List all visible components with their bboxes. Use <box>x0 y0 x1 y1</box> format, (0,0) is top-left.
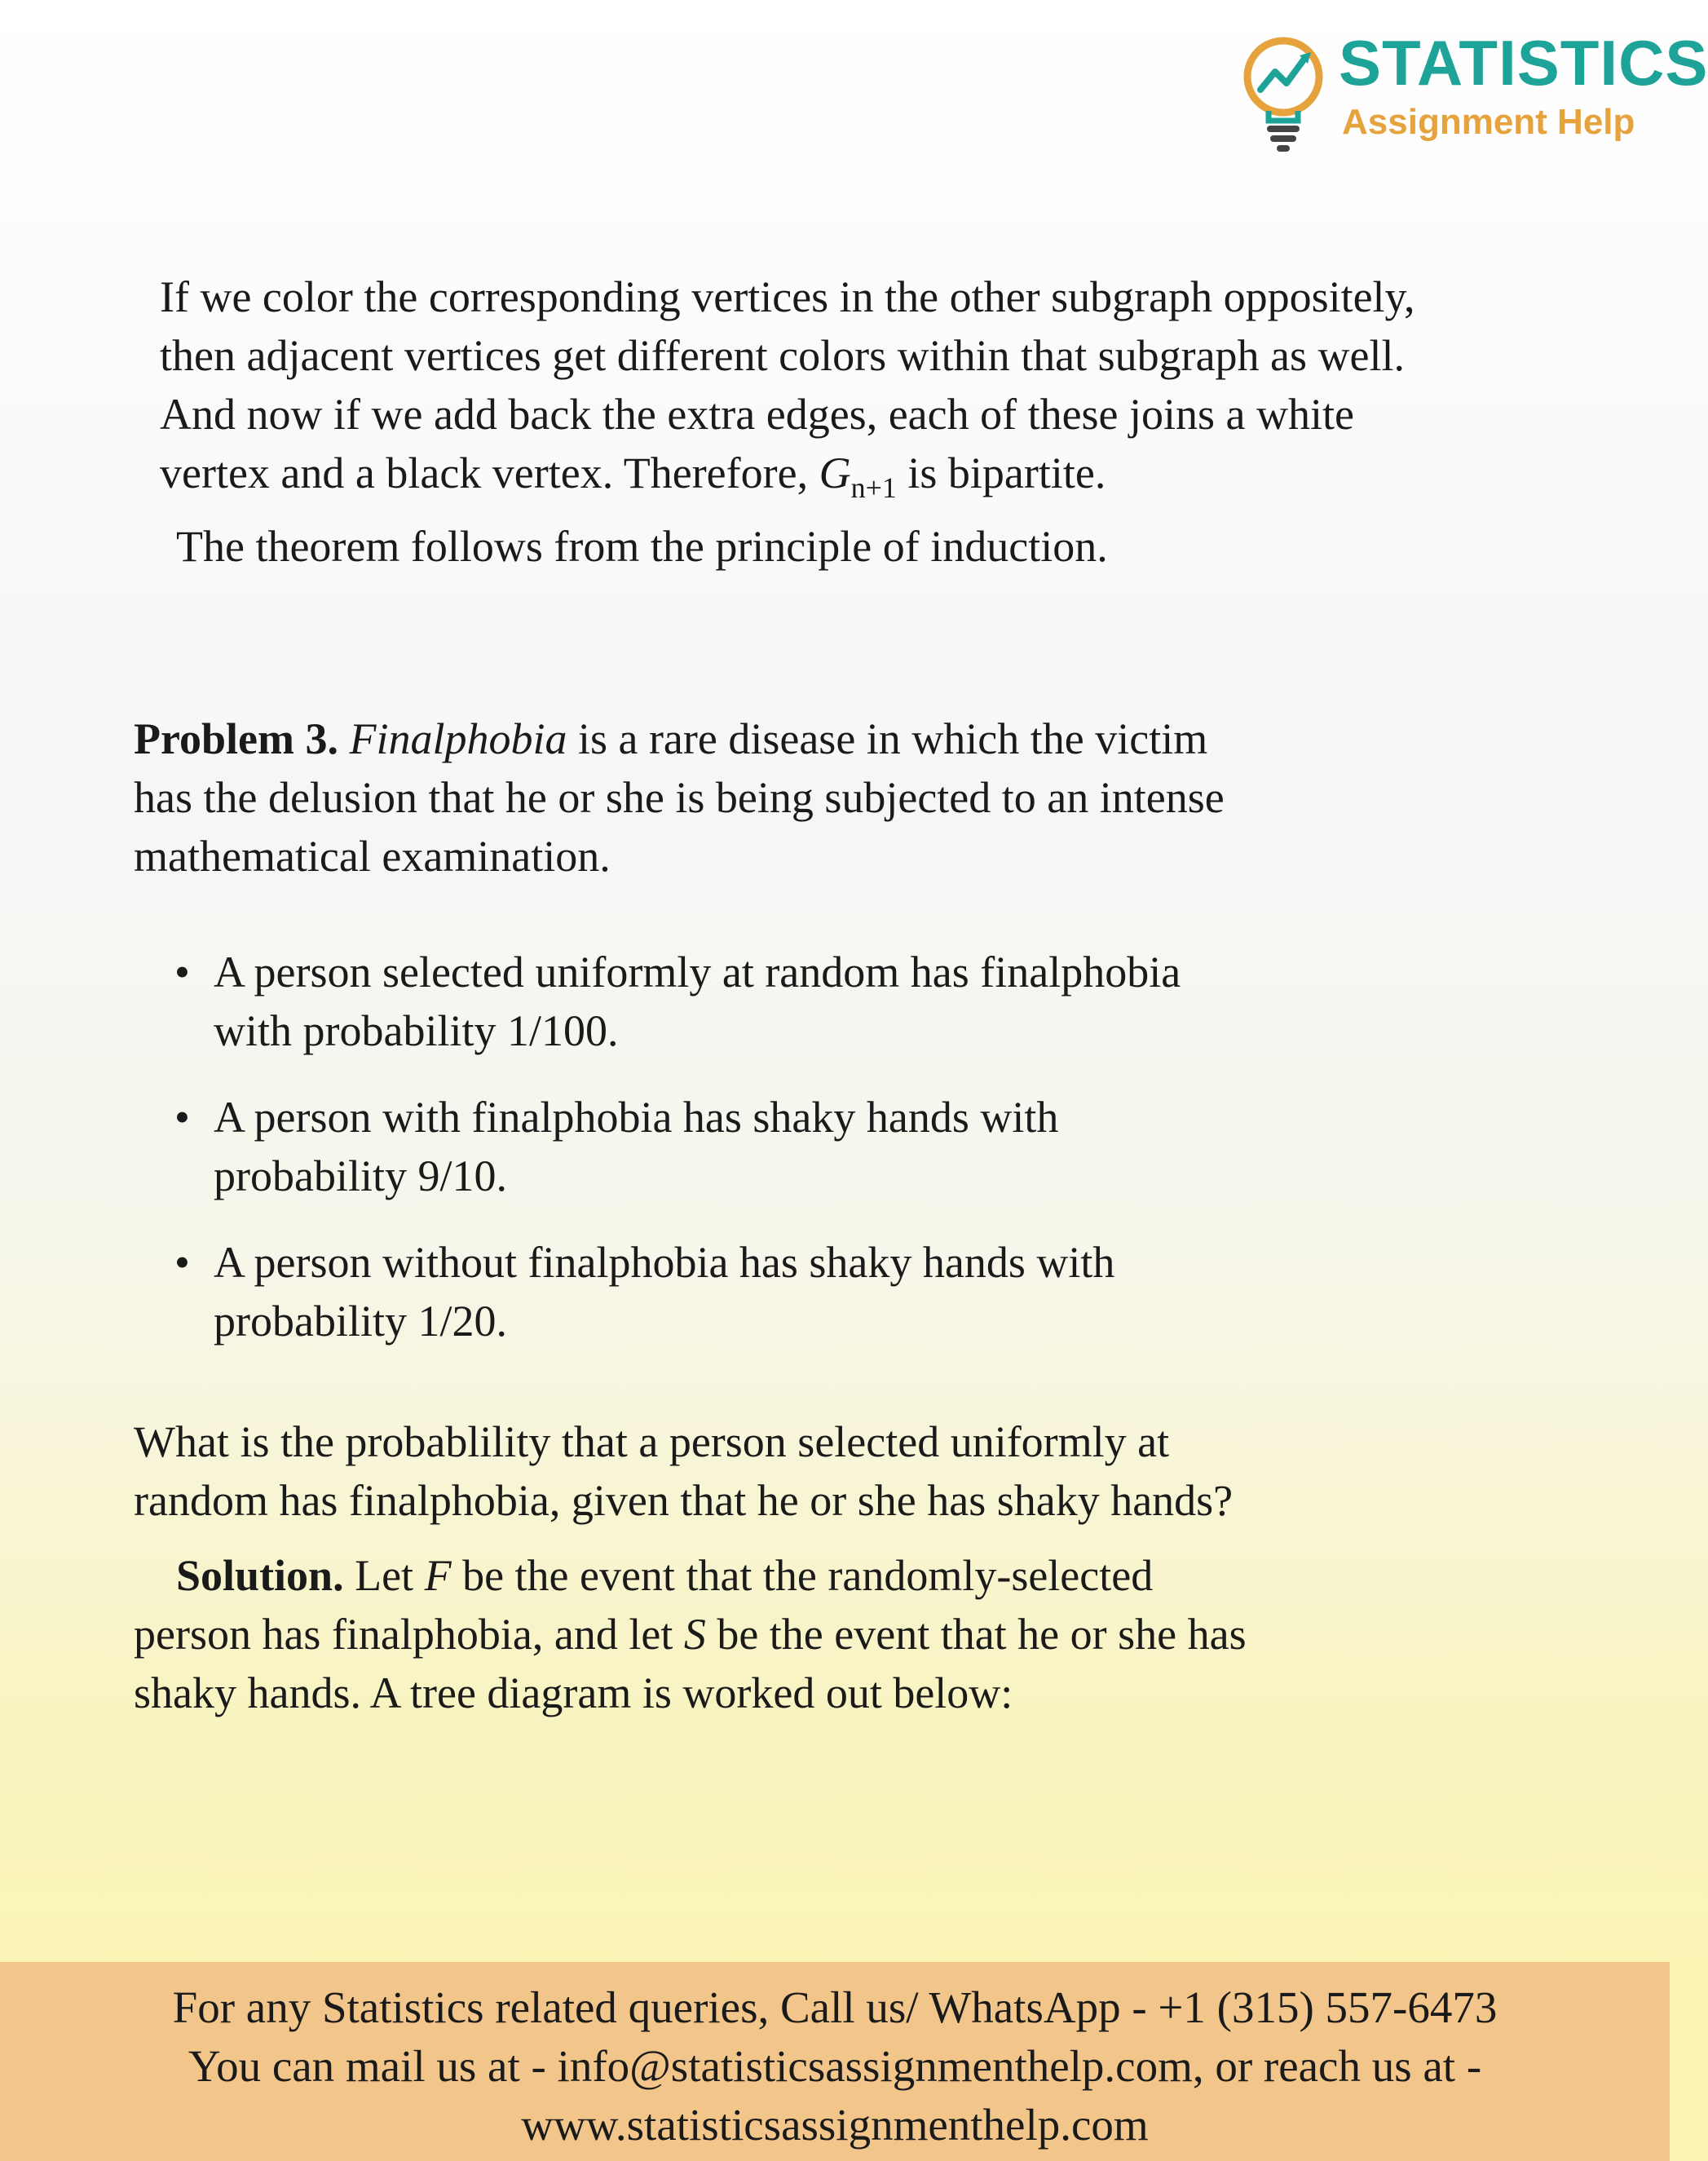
text-line: with probability 1/100. <box>214 1006 619 1055</box>
text-line: mathematical examination. <box>134 832 611 881</box>
brand-logo <box>1233 26 1708 157</box>
text-line: A person selected uniformly at random has finalphobia <box>214 948 1181 997</box>
text-fragment: be the event that the randomly-selected <box>451 1551 1154 1600</box>
math-symbol-s: S <box>683 1610 706 1659</box>
text-line: And now if we add back the extra edges, each of these joins a white <box>160 390 1354 439</box>
text-line: What is the probablility that a person selected uniformly at <box>134 1417 1170 1466</box>
text-fragment: is a rare disease in which the victim <box>567 714 1208 763</box>
list-item <box>174 1088 1181 1205</box>
text-line: shaky hands. A tree diagram is worked out below: <box>134 1668 1013 1717</box>
text-line: A person with finalphobia has shaky hands with <box>214 1093 1059 1142</box>
proof-paragraph <box>160 267 1627 517</box>
solution-paragraph <box>134 1546 1247 1722</box>
text-line <box>160 444 1627 517</box>
text-line <box>134 1546 1247 1605</box>
text-fragment: be the event that he or she has <box>705 1610 1247 1659</box>
problem-label: Problem 3. <box>134 714 338 763</box>
text-fragment: vertex and a black vertex. Therefore, <box>160 449 819 497</box>
conclusion-paragraph: The theorem follows from the principle of induction. <box>176 522 1108 571</box>
problem-term: Finalphobia <box>349 714 567 763</box>
text-line <box>134 1605 1247 1664</box>
math-symbol-g: G <box>819 449 851 497</box>
contact-footer <box>0 1962 1670 2161</box>
bullet-icon: • <box>174 1093 190 1142</box>
bullet-icon: • <box>174 948 190 997</box>
probability-facts-list <box>174 943 1181 1378</box>
footer-phone-line: For any Statistics related queries, Call us/ WhatsApp - +1 (315) 557-6473 <box>172 1982 1498 2032</box>
footer-website-link[interactable]: www.statisticsassignmenthelp.com <box>521 2100 1149 2150</box>
question-paragraph <box>134 1412 1233 1530</box>
text-fragment: Let <box>343 1551 425 1600</box>
math-symbol-f: F <box>424 1551 452 1600</box>
text-line: If we color the corresponding vertices in the other subgraph oppositely, <box>160 272 1415 321</box>
lightbulb-chart-icon <box>1233 26 1339 157</box>
text-line: probability 9/10. <box>214 1151 507 1200</box>
list-item <box>174 943 1181 1060</box>
problem-statement <box>134 709 1569 886</box>
text-line: A person without finalphobia has shaky hands with <box>214 1238 1115 1287</box>
math-subscript: n+1 <box>850 471 897 504</box>
text-line: has the delusion that he or she is being subjected to an intense <box>134 773 1225 822</box>
footer-email-line: You can mail us at - info@statisticsassignmenthelp.com, or reach us at - <box>188 2041 1482 2091</box>
logo-wordmark-assignment-help: Assignment Help <box>1342 102 1635 142</box>
text-fragment: person has finalphobia, and let <box>134 1610 684 1659</box>
text-fragment: is bipartite. <box>896 449 1106 497</box>
text-line: random has finalphobia, given that he or she has shaky hands? <box>134 1476 1234 1525</box>
text-line: then adjacent vertices get different colors within that subgraph as well. <box>160 331 1406 380</box>
logo-wordmark-statistics: STATISTICS <box>1339 27 1708 99</box>
list-item <box>174 1233 1181 1350</box>
bullet-icon: • <box>174 1238 190 1287</box>
text-line <box>134 709 1569 768</box>
text-line: probability 1/20. <box>214 1297 507 1346</box>
solution-label: Solution. <box>176 1551 344 1600</box>
